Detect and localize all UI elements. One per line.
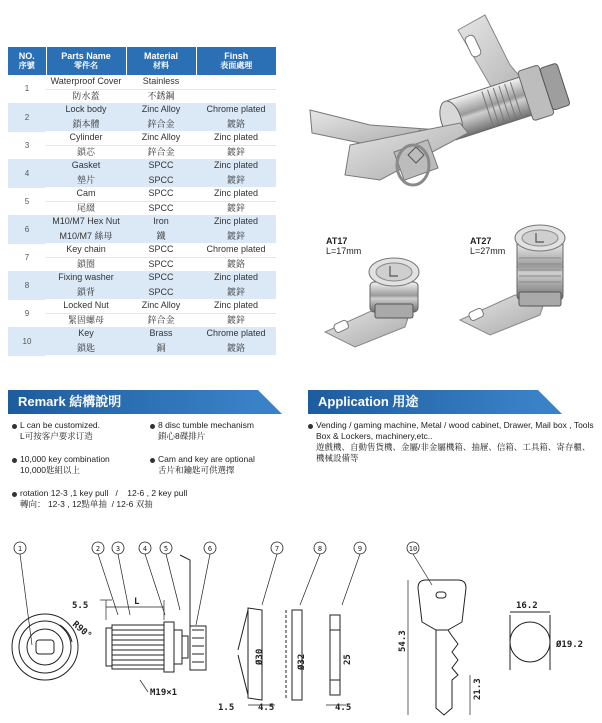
part-name-en: Locked Nut	[46, 299, 126, 313]
part-name-en: Cam	[46, 187, 126, 201]
table-row	[8, 187, 276, 201]
row-number: 9	[8, 299, 46, 327]
material-en: Brass	[126, 327, 196, 341]
row-number: 6	[8, 215, 46, 243]
finish-cn	[196, 89, 276, 103]
material-cn: 鋅合金	[126, 117, 196, 131]
finish-cn: 鍍鋅	[196, 285, 276, 299]
at27-name: AT27	[470, 236, 492, 246]
material-cn: SPCC	[126, 257, 196, 271]
finish-cn: 鍍鉻	[196, 341, 276, 355]
at17-name: AT17	[326, 236, 348, 246]
part-name-en: Key	[46, 327, 126, 341]
part-name-cn: 鎖匙	[46, 341, 126, 355]
row-number: 7	[8, 243, 46, 271]
at17-photo	[320, 252, 450, 352]
finish-cn: 鍍鋅	[196, 145, 276, 159]
material-en: Zinc Alloy	[126, 299, 196, 313]
dim-1-5: 1.5	[218, 703, 235, 713]
remark-item-2: 8 disc tumble mechanism 鎖心8碟排片	[158, 420, 254, 441]
dim-4-5a: 4.5	[258, 703, 275, 713]
finish-cn: 鍍鉻	[196, 117, 276, 131]
dim-d19-2: Ø19.2	[556, 640, 584, 650]
table-row-cn	[8, 89, 276, 103]
part-name-cn: M10/M7 絲母	[46, 229, 126, 243]
table-row-cn	[8, 173, 276, 187]
callout-2: 2	[95, 545, 101, 553]
callout-4: 4	[142, 545, 148, 553]
bullet	[12, 458, 17, 463]
technical-drawing	[0, 530, 602, 723]
material-cn: SPCC	[126, 201, 196, 215]
finish-cn: 鍍鋅	[196, 229, 276, 243]
material-en: SPCC	[126, 187, 196, 201]
remark-banner	[8, 390, 258, 414]
material-cn: 鋅合金	[126, 145, 196, 159]
dim-d32: Ø32	[297, 653, 307, 670]
header-parts-name: Parts Name 零件名	[46, 47, 126, 75]
callout-7: 7	[274, 545, 280, 553]
finish-en: Zinc plated	[196, 215, 276, 229]
row-number: 10	[8, 327, 46, 355]
table-row-cn	[8, 117, 276, 131]
material-en: SPCC	[126, 271, 196, 285]
bullet	[150, 424, 155, 429]
application-title: Application 用途	[318, 394, 419, 409]
table-row	[8, 131, 276, 145]
bullet	[308, 424, 313, 429]
part-name-en: Lock body	[46, 103, 126, 117]
part-name-cn: 鎖圈	[46, 257, 126, 271]
part-name-cn: 鎖本體	[46, 117, 126, 131]
remark-item-3: 10,000 key combination 10,000匙組以上	[20, 454, 110, 475]
table-header-row	[8, 47, 276, 75]
material-en: Stainless	[126, 75, 196, 89]
part-name-en: Waterproof Cover	[46, 75, 126, 89]
finish-en: Zinc plated	[196, 271, 276, 285]
material-cn: SPCC	[126, 285, 196, 299]
callout-6: 6	[207, 545, 213, 553]
material-en: SPCC	[126, 243, 196, 257]
finish-cn: 鍍鋅	[196, 313, 276, 327]
remark-title: Remark 結構說明	[18, 394, 122, 409]
table-row	[8, 243, 276, 257]
dim-d30: Ø30	[255, 648, 265, 665]
part-name-cn: 鎖芯	[46, 145, 126, 159]
finish-en: Zinc plated	[196, 299, 276, 313]
table-row-cn	[8, 229, 276, 243]
material-cn: SPCC	[126, 173, 196, 187]
dim-16-2: 16.2	[516, 601, 538, 611]
row-number: 1	[8, 75, 46, 103]
dim-5-5: 5.5	[72, 601, 89, 611]
finish-en	[196, 75, 276, 89]
remark-item-4: Cam and key are optional 舌片和鑰匙可供選擇	[158, 454, 255, 475]
finish-en: Zinc plated	[196, 187, 276, 201]
table-row	[8, 327, 276, 341]
table-row	[8, 75, 276, 89]
part-name-en: Cylinder	[46, 131, 126, 145]
table-row-cn	[8, 313, 276, 327]
bullet	[12, 492, 17, 497]
callout-9: 9	[357, 545, 363, 553]
callout-10: 10	[408, 545, 418, 553]
table-row	[8, 271, 276, 285]
finish-en: Zinc plated	[196, 131, 276, 145]
row-number: 4	[8, 159, 46, 187]
finish-en: Chrome plated	[196, 243, 276, 257]
remark-item-5: rotation 12-3 ,1 key pull / 12-6 , 2 key pull 轉向： 12-3 , 12點单抽 / 12-6 双抽	[20, 488, 188, 509]
bullet	[12, 424, 17, 429]
callout-3: 3	[115, 545, 121, 553]
material-en: Zinc Alloy	[126, 131, 196, 145]
part-name-cn: 墊片	[46, 173, 126, 187]
part-name-en: M10/M7 Hex Nut	[46, 215, 126, 229]
table-row-cn	[8, 201, 276, 215]
row-number: 3	[8, 131, 46, 159]
part-name-cn: 防水蓋	[46, 89, 126, 103]
material-en: Zinc Alloy	[126, 103, 196, 117]
row-number: 5	[8, 187, 46, 215]
table-row-cn	[8, 341, 276, 355]
table-row-cn	[8, 285, 276, 299]
application-banner	[308, 390, 538, 414]
part-name-cn: 尾綴	[46, 201, 126, 215]
finish-cn: 鍍鋅	[196, 173, 276, 187]
finish-cn: 鍍鉻	[196, 257, 276, 271]
finish-en: Zinc plated	[196, 159, 276, 173]
finish-en: Chrome plated	[196, 103, 276, 117]
dim-21-3: 21.3	[473, 678, 483, 700]
callout-8: 8	[317, 545, 323, 553]
product-photo-assembly	[290, 5, 600, 235]
header-material: Material 材料	[126, 47, 196, 75]
table-row-cn	[8, 257, 276, 271]
callout-1: 1	[17, 545, 23, 553]
row-number: 8	[8, 271, 46, 299]
application-text: Vending / gaming machine, Metal / wood cabinet, Drawer, Mail box , Tools Box & Lockers, machinery,etc.. 遊戲機、自動售貨機、金屬/非金屬機箱、抽屜、信箱、工具箱、寄存櫃、 機械設備等	[316, 420, 594, 463]
part-name-en: Fixing washer	[46, 271, 126, 285]
dim-54-3: 54.3	[398, 630, 408, 652]
header-finish: Finsh 表面處理	[196, 47, 276, 75]
row-number: 2	[8, 103, 46, 131]
table-row	[8, 103, 276, 117]
table-row	[8, 215, 276, 229]
material-cn: 鋅合金	[126, 313, 196, 327]
material-en: Iron	[126, 215, 196, 229]
part-name-cn: 鎖背	[46, 285, 126, 299]
material-cn: 不銹鋼	[126, 89, 196, 103]
part-name-en: Gasket	[46, 159, 126, 173]
dim-m19: M19×1	[150, 688, 178, 698]
material-cn: 鐵	[126, 229, 196, 243]
dim-d25: 25	[343, 654, 353, 665]
table-row-cn	[8, 145, 276, 159]
parts-table	[8, 47, 276, 356]
part-name-cn: 緊固螺母	[46, 313, 126, 327]
dim-l: L	[134, 597, 140, 607]
table-row	[8, 299, 276, 313]
at27-photo	[455, 220, 595, 345]
table-row	[8, 159, 276, 173]
header-no: NO. 序號	[8, 47, 46, 75]
at17-length: L=17mm	[326, 246, 362, 256]
material-en: SPCC	[126, 159, 196, 173]
finish-en: Chrome plated	[196, 327, 276, 341]
part-name-en: Key chain	[46, 243, 126, 257]
dim-4-5b: 4.5	[335, 703, 352, 713]
bullet	[150, 458, 155, 463]
callout-5: 5	[163, 545, 169, 553]
dim-r90: R90°	[70, 619, 94, 642]
finish-cn: 鍍鋅	[196, 201, 276, 215]
remark-item-1: L can be customized. L可按客户要求订造	[20, 420, 101, 441]
at27-length: L=27mm	[470, 246, 506, 256]
material-cn: 銅	[126, 341, 196, 355]
